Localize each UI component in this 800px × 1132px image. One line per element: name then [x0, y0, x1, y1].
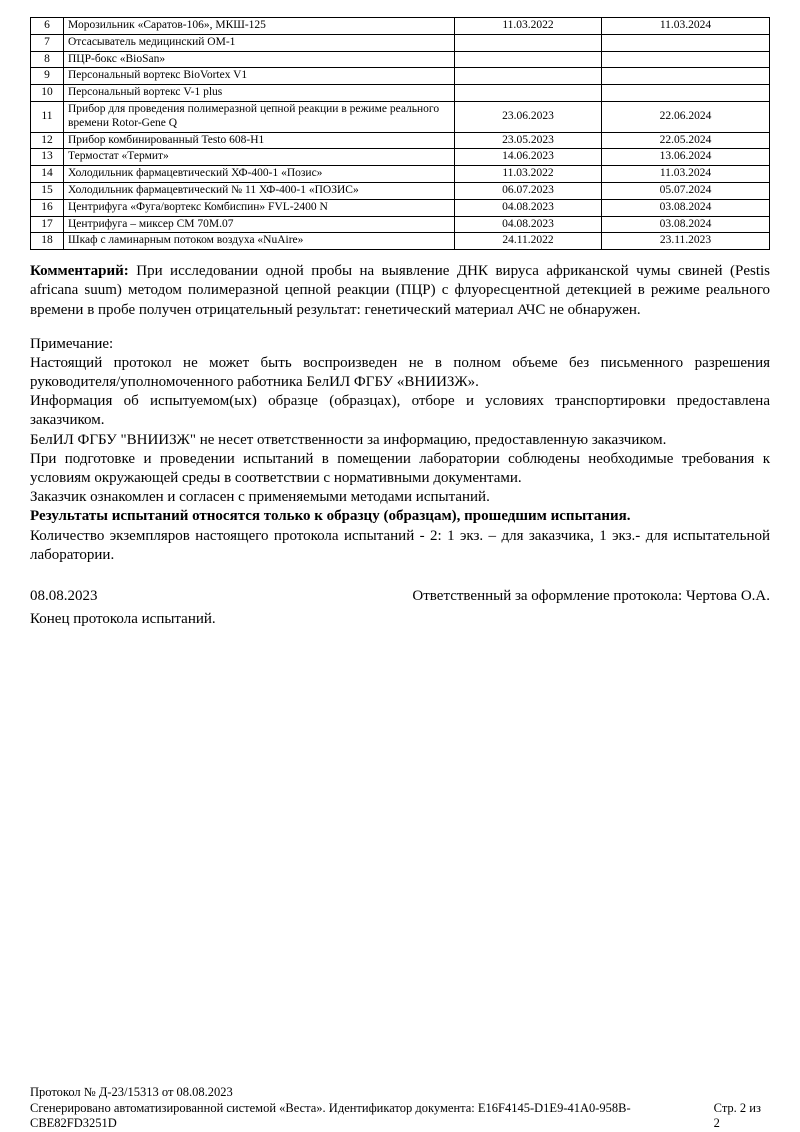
table-cell-d2: 11.03.2024	[602, 166, 770, 183]
table-cell-d1: 24.11.2022	[455, 233, 602, 250]
table-cell-d2: 23.11.2023	[602, 233, 770, 250]
notes-title: Примечание:	[30, 335, 114, 352]
equipment-table	[30, 17, 770, 250]
note-line: БелИЛ ФГБУ "ВНИИЗЖ" не несет ответственности за информацию, предоставленную заказчиком.	[30, 431, 667, 448]
table-cell-d1: 04.08.2023	[455, 199, 602, 216]
table-row	[31, 68, 770, 85]
table-row	[31, 18, 770, 35]
table-cell-num: 8	[31, 51, 64, 68]
table-cell-d2: 05.07.2024	[602, 182, 770, 199]
table-cell-name: Отсасыватель медицинский ОМ-1	[64, 34, 455, 51]
footer-protocol-line: Протокол № Д-23/15313 от 08.08.2023	[30, 1085, 233, 1100]
table-cell-num: 14	[31, 166, 64, 183]
note-line-results: Результаты испытаний относятся только к образцу (образцам), прошедшим испытания.	[30, 508, 631, 525]
page-footer	[30, 1085, 770, 1132]
table-cell-name: Персональный вортекс BioVortex V1	[64, 68, 455, 85]
table-cell-d1: 11.03.2022	[455, 18, 602, 35]
table-cell-name: Холодильник фармацевтический ХФ-400-1 «Позис»	[64, 166, 455, 183]
table-cell-name: Центрифуга «Фуга/вортекс Комбиспин» FVL-2400 N	[64, 199, 455, 216]
note-line: При подготовке и проведении испытаний в помещении лаборатории соблюдены необходимые требования к условиям окружающей среды в соответствии с нормативными документами.	[30, 450, 770, 487]
table-cell-d2: 03.08.2024	[602, 199, 770, 216]
signoff-responsible: Ответственный за оформление протокола: Чертова О.А.	[412, 587, 770, 604]
table-cell-num: 11	[31, 101, 64, 132]
table-cell-d2: 22.06.2024	[602, 101, 770, 132]
table-row	[31, 182, 770, 199]
table-cell-d1	[455, 34, 602, 51]
table-cell-name: Холодильник фармацевтический № 11 ХФ-400-1 «ПОЗИС»	[64, 182, 455, 199]
table-cell-name: Морозильник «Саратов-106», МКШ-125	[64, 18, 455, 35]
table-cell-d2	[602, 68, 770, 85]
table-cell-d1: 04.08.2023	[455, 216, 602, 233]
footer-second-line	[30, 1101, 770, 1132]
table-cell-d2	[602, 34, 770, 51]
table-row	[31, 166, 770, 183]
table-cell-d2	[602, 51, 770, 68]
note-line: Настоящий протокол не может быть воспроизведен не в полном объеме без письменного разрешения руководителя/уполномоченного работника БелИЛ ФГБУ «ВНИИЗЖ».	[30, 354, 770, 391]
table-cell-name: Термостат «Термит»	[64, 149, 455, 166]
table-cell-d2: 03.08.2024	[602, 216, 770, 233]
note-line: Информация об испытуемом(ых) образце (образцах), отборе и условиях транспортировки предоставлена заказчиком.	[30, 393, 770, 429]
comment-paragraph	[30, 262, 770, 320]
footer-page-number: Стр. 2 из 2	[713, 1100, 761, 1131]
table-cell-d1	[455, 85, 602, 102]
note-line: Количество экземпляров настоящего протокола испытаний - 2: 1 экз. – для заказчика, 1 экз.- для испытательной лаборатории.	[30, 527, 770, 563]
notes-section	[30, 335, 770, 565]
end-of-protocol-line: Конец протокола испытаний.	[30, 611, 216, 628]
table-cell-num: 15	[31, 182, 64, 199]
table-cell-d1: 06.07.2023	[455, 182, 602, 199]
table-cell-d2: 22.05.2024	[602, 132, 770, 149]
table-row	[31, 233, 770, 250]
table-cell-num: 17	[31, 216, 64, 233]
table-cell-d2: 13.06.2024	[602, 149, 770, 166]
table-cell-num: 18	[31, 233, 64, 250]
table-row	[31, 85, 770, 102]
footer-generated-line: Сгенерировано автоматизированной системой «Веста». Идентификатор документа: E16F4145-D1E9-41A0-958B-CBE82FD3251D	[30, 1100, 631, 1131]
table-cell-d1: 23.05.2023	[455, 132, 602, 149]
table-cell-num: 12	[31, 132, 64, 149]
table-cell-d1: 14.06.2023	[455, 149, 602, 166]
comment-label: Комментарий:	[30, 263, 129, 280]
comment-text: При исследовании одной пробы на выявление ДНК вируса африканской чумы свиней (Pestis africana suum) методом полимеразной цепной реакции (ПЦР) с флуоресцентной детекцией в режиме реального времени в пробе получен отрицательный результат: генетический материал АЧС не обнаружен.	[30, 263, 770, 318]
table-cell-d1	[455, 51, 602, 68]
table-cell-num: 6	[31, 18, 64, 35]
table-row	[31, 149, 770, 166]
table-cell-name: Шкаф с ламинарным потоком воздуха «NuAire»	[64, 233, 455, 250]
table-cell-name: ПЦР-бокс «BioSan»	[64, 51, 455, 68]
table-row	[31, 101, 770, 132]
table-row	[31, 199, 770, 216]
table-cell-d1: 11.03.2022	[455, 166, 602, 183]
table-row	[31, 51, 770, 68]
table-cell-d2	[602, 85, 770, 102]
table-cell-num: 9	[31, 68, 64, 85]
table-cell-num: 13	[31, 149, 64, 166]
table-cell-num: 10	[31, 85, 64, 102]
table-cell-d1	[455, 68, 602, 85]
signoff-row	[30, 587, 770, 606]
table-row	[31, 132, 770, 149]
table-cell-num: 7	[31, 34, 64, 51]
table-cell-name: Персональный вортекс V-1 plus	[64, 85, 455, 102]
table-row	[31, 216, 770, 233]
table-cell-name: Центрифуга – миксер СМ 70М.07	[64, 216, 455, 233]
table-cell-num: 16	[31, 199, 64, 216]
table-cell-name: Прибор комбинированный Testo 608-H1	[64, 132, 455, 149]
signoff-date: 08.08.2023	[30, 587, 98, 604]
note-line: Заказчик ознакомлен и согласен с применяемыми методами испытаний.	[30, 489, 490, 506]
table-cell-d1: 23.06.2023	[455, 101, 602, 132]
table-cell-d2: 11.03.2024	[602, 18, 770, 35]
table-cell-name: Прибор для проведения полимеразной цепной реакции в режиме реального времени Rotor-Gene Q	[64, 101, 455, 132]
table-row	[31, 34, 770, 51]
equipment-table-body	[31, 18, 770, 250]
